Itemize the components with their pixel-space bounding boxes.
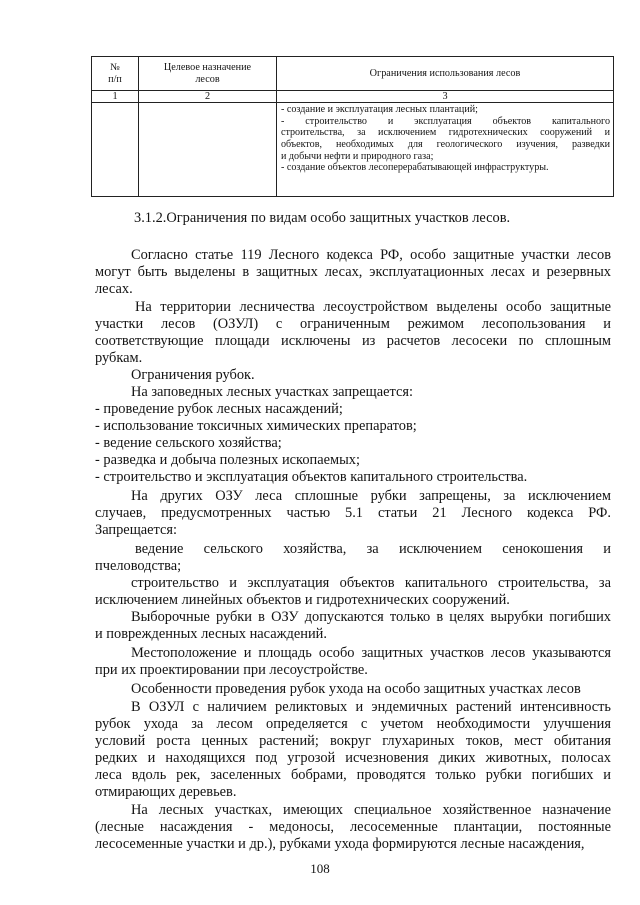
restriction-line: - создание объектов лесоперерабатывающей инфраструктуры. xyxy=(281,162,549,174)
restriction-line: и добычи нефти и природного газа; xyxy=(281,150,434,162)
text-line: Запрещается: xyxy=(95,522,178,538)
paragraph-special xyxy=(95,802,611,853)
text-line: случаев, предусмотренных частью 5.1 статьи 21 Лесного кодекса РФ. xyxy=(95,505,611,521)
list-item: - строительство и эксплуатация объектов капитального строительства. xyxy=(95,469,528,485)
text-line: могут быть выделены в защитных лесах, эксплуатационных лесах и резервных xyxy=(95,264,611,280)
text-line: лесах. xyxy=(95,281,133,297)
text-line: На других ОЗУ леса сплошные рубки запрещены, за исключением xyxy=(131,488,611,504)
list-item: - разведка и добыча полезных ископаемых; xyxy=(95,452,360,468)
cuttings-heading: Ограничения рубок. xyxy=(131,367,255,383)
text-line: лесосеменные участки и др.), рубками ухода формируются лесные насаждения, xyxy=(95,836,585,852)
text-line: леса вдоль рек, заселенных бобрами, проводятся только рубки погибших и xyxy=(95,767,611,783)
cell-purpose-empty xyxy=(139,103,277,197)
reserved-heading: На заповедных лесных участках запрещается: xyxy=(131,384,413,400)
text-line: соответствующие площади исключены из расчетов лесосеки по сплошным xyxy=(95,333,611,349)
page-number: 108 xyxy=(310,861,330,876)
text-line: отмирающих деревьев. xyxy=(95,784,237,800)
col-number-3: 3 xyxy=(277,91,614,103)
prohibited-agriculture xyxy=(95,541,611,575)
text-line: Местоположение и площадь особо защитных участков лесов указываются xyxy=(131,645,611,661)
text-line: (лесные насаждения - медоносы, лесосеменные плантации, постоянные xyxy=(95,819,611,835)
cuttings-section xyxy=(95,367,611,486)
text-line: ведение сельского хозяйства, за исключением сенокошения и xyxy=(135,541,611,557)
text-line: при их проектировании при лесоустройстве. xyxy=(95,662,368,678)
text-line: Согласно статье 119 Лесного кодекса РФ, особо защитные участки лесов xyxy=(131,247,611,263)
header-number-line: № xyxy=(110,62,120,74)
text-line: строительство и эксплуатация объектов капитального строительства, за xyxy=(131,575,611,591)
section-title xyxy=(95,210,611,227)
text-line: пчеловодства; xyxy=(95,558,182,574)
cell-number-empty xyxy=(92,103,139,197)
text-line: Выборочные рубки в ОЗУ допускаются только в целях вырубки погибших xyxy=(131,609,611,625)
table-header-row xyxy=(92,57,614,91)
list-item: - использование токсичных химических препаратов; xyxy=(95,418,417,434)
text-line: условий роста ценных растений; вокруг глухариных токов, мест обитания xyxy=(95,733,611,749)
text-line: редких и находящихся под угрозой исчезновения диких животных, полосах xyxy=(95,750,611,766)
table-row xyxy=(92,103,614,197)
col-number-1: 1 xyxy=(92,91,139,103)
list-item: - ведение сельского хозяйства; xyxy=(95,435,282,451)
text-line: участки лесов (ОЗУЛ) с ограниченным режимом лесопользования и xyxy=(95,316,611,332)
header-number xyxy=(92,57,139,91)
text-line: исключением линейных объектов и гидротехнических сооружений. xyxy=(95,592,510,608)
text-line: и поврежденных лесных насаждений. xyxy=(95,626,327,642)
restriction-line: - строительство и эксплуатация объектов капитального xyxy=(281,115,610,127)
section-title-text: 3.1.2.Ограничения по видам особо защитных участков лесов. xyxy=(134,210,511,226)
paragraph-ozul xyxy=(95,299,611,367)
restriction-line: объектов, необходимых для геологического изучения, разведки xyxy=(281,138,610,150)
text-line: рубок ухода за лесом определяется с учетом необходимости улучшения xyxy=(95,716,611,732)
header-purpose-line: лесов xyxy=(195,73,220,85)
restriction-line: строительства, за исключением гидротехнических сооружений и xyxy=(281,127,610,139)
table-column-numbers-row xyxy=(92,91,614,103)
text-line: рубкам. xyxy=(95,350,143,366)
header-purpose-line: Целевое назначение xyxy=(163,62,252,74)
header-purpose xyxy=(139,57,277,91)
header-number-line: п/п xyxy=(108,73,122,85)
text-line: На территории лесничества лесоустройством выделены особо защитные xyxy=(135,299,611,315)
text-line: На лесных участках, имеющих специальное хозяйственное назначение xyxy=(131,802,611,818)
care-heading-text: Особенности проведения рубок ухода на особо защитных участках лесов xyxy=(131,681,581,697)
list-item: - проведение рубок лесных насаждений; xyxy=(95,401,343,417)
cell-restrictions xyxy=(277,103,614,197)
paragraph-relict xyxy=(95,699,611,801)
header-restrictions: Ограничения использования лесов xyxy=(277,57,614,91)
text-line: В ОЗУЛ с наличием реликтовых и эндемичных растений интенсивность xyxy=(131,699,611,715)
paragraph-other-ozu xyxy=(95,488,611,539)
paragraph-location xyxy=(95,645,611,679)
paragraph-article-119 xyxy=(95,247,611,298)
care-heading xyxy=(95,681,611,698)
restriction-line: - создание и эксплуатация лесных плантаций; xyxy=(281,104,478,116)
restrictions-table xyxy=(91,56,614,197)
prohibited-construction xyxy=(95,575,611,609)
paragraph-selective xyxy=(95,609,611,643)
col-number-2: 2 xyxy=(139,91,277,103)
